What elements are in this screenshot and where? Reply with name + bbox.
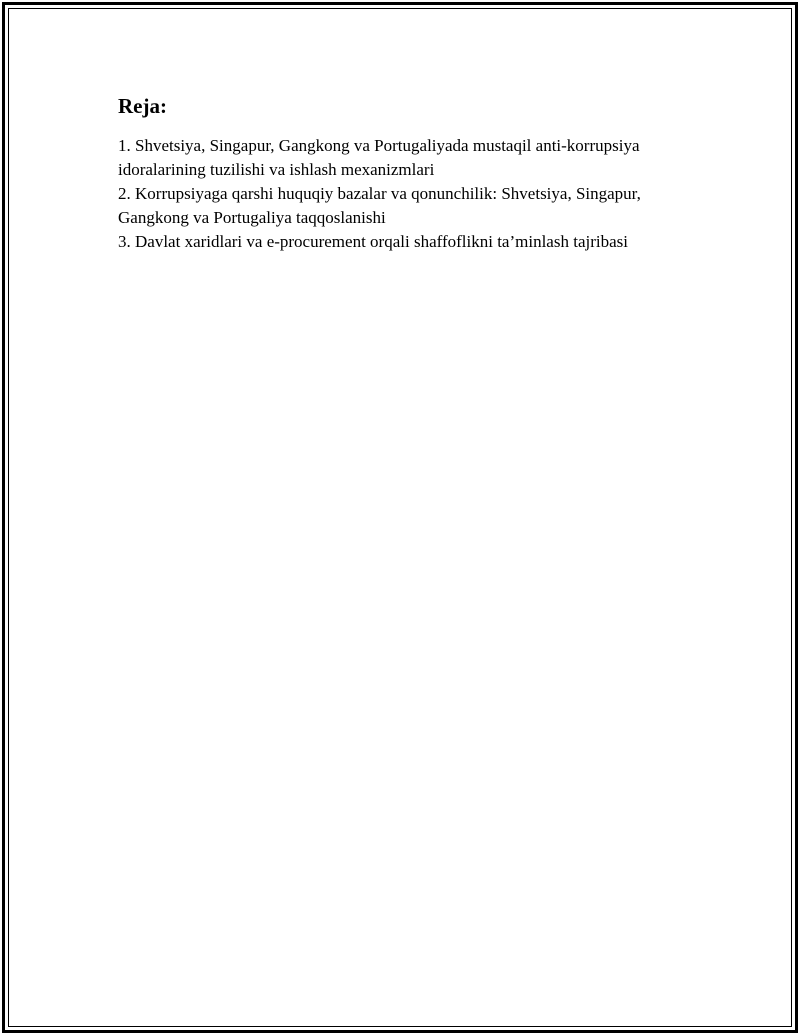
plan-heading: Reja:: [118, 94, 167, 118]
plan-item-2: 2. Korrupsiyaga qarshi huquqiy bazalar va qonunchilik: Shvetsiya, Singapur, Gangkong va Portugaliya taqqoslanishi: [118, 184, 641, 227]
plan-item-3: 3. Davlat xaridlari va e-procurement orqali shaffoflikni ta’minlash tajribasi: [118, 232, 628, 251]
plan-item-1: 1. Shvetsiya, Singapur, Gangkong va Portugaliyada mustaqil anti-korrupsiya idoralarining tuzilishi va ishlash mexanizmlari: [118, 136, 640, 179]
plan-list: [118, 134, 698, 254]
document-content: [118, 94, 698, 254]
